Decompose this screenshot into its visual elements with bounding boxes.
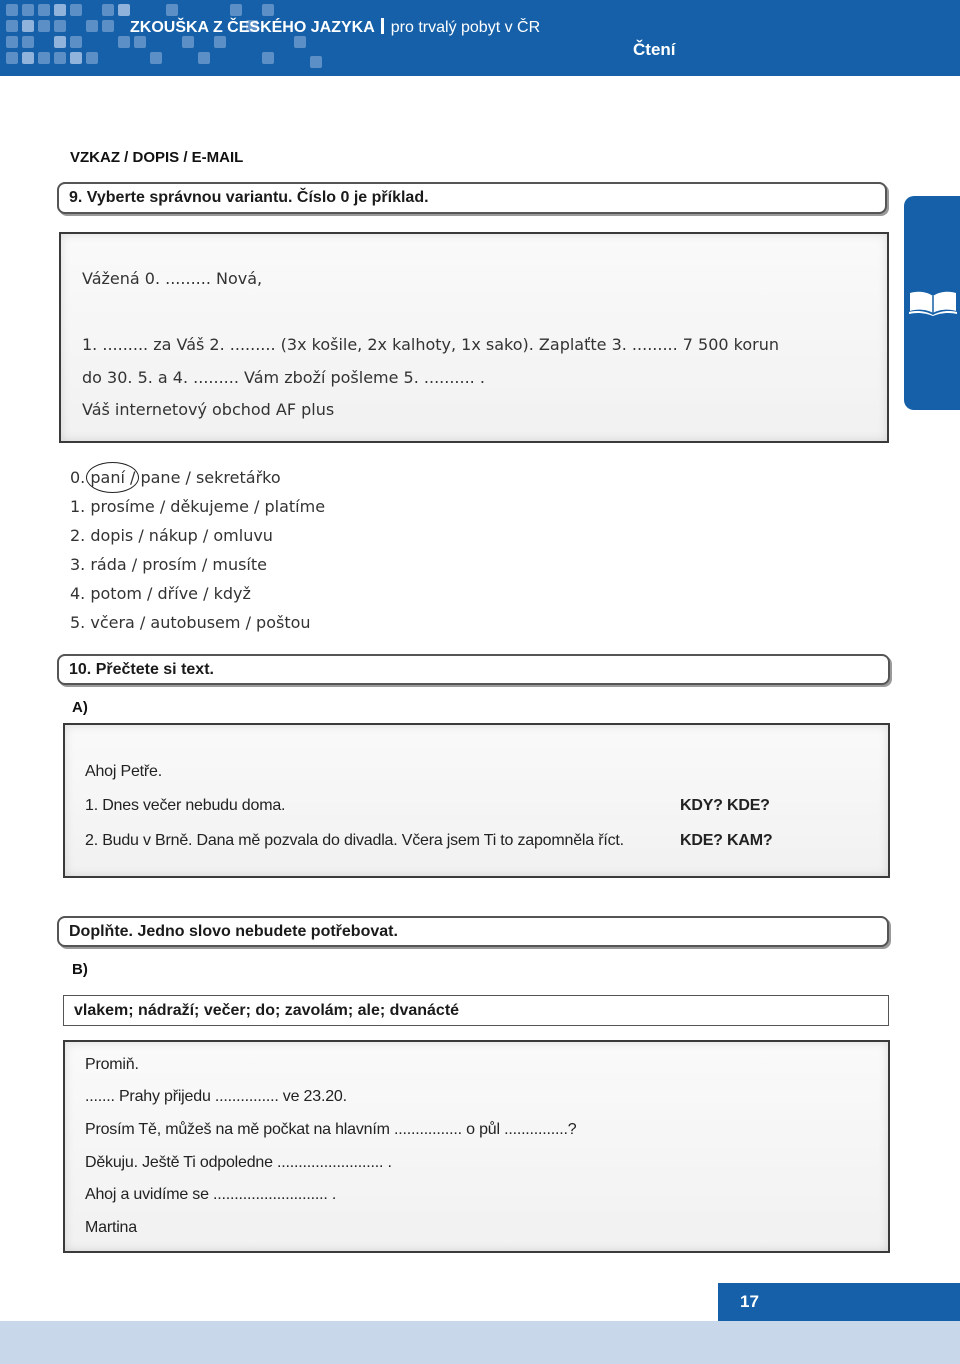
option-2: 2. dopis / nákup / omluvu	[70, 526, 273, 545]
note-b-line-3: Prosím Tě, můžeš na mě počkat na hlavním ................ o půl ...............?	[85, 1121, 577, 1138]
note-a-line-2: 2. Budu v Brně. Dana mě pozvala do divadla. Včera jsem Ti to zapomněla říct.	[85, 832, 624, 849]
page-header	[0, 0, 960, 76]
note-b-line-4: Děkuju. Ještě Ti odpoledne ......................... .	[85, 1154, 392, 1171]
note-a-question-2: KDE? KAM?	[680, 832, 773, 849]
letter-signature: Váš internetový obchod AF plus	[82, 400, 335, 419]
title-separator	[381, 18, 384, 34]
note-b-card	[63, 1040, 890, 1253]
fill-instruction: Doplňte. Jedno slovo nebudete potřebovat.	[57, 916, 889, 947]
option-5: 5. včera / autobusem / poštou	[70, 613, 311, 632]
note-a-question-1: KDY? KDE?	[680, 797, 770, 814]
section-name: Čtení	[633, 40, 676, 59]
task10-instruction: 10. Přečtete si text.	[57, 654, 890, 685]
note-a-line-1: 1. Dnes večer nebudu doma.	[85, 797, 286, 814]
letter-line-1: Vážená 0. ......... Nová,	[82, 269, 263, 288]
example-answer-circle	[86, 462, 139, 493]
footer-bar	[0, 1321, 960, 1364]
note-b-signature: Martina	[85, 1219, 137, 1236]
option-1: 1. prosíme / děkujeme / platíme	[70, 497, 326, 516]
note-b-line-2: ....... Prahy přijedu ............... ve 23.20.	[85, 1088, 347, 1105]
reading-section-tab	[904, 196, 960, 410]
open-book-icon	[908, 290, 958, 316]
exam-title-main: ZKOUŠKA Z ČESKÉHO JAZYKA	[130, 19, 375, 36]
note-b-line-1: Promiň.	[85, 1056, 139, 1073]
option-3: 3. ráda / prosím / musíte	[70, 555, 267, 574]
page-number: 17	[718, 1283, 960, 1321]
pixel-pattern-decoration	[0, 0, 340, 76]
exam-subtitle: pro trvalý pobyt v ČR	[390, 19, 541, 36]
option-4: 4. potom / dříve / když	[70, 584, 251, 603]
part-a-label: A)	[72, 699, 88, 716]
letter-line-2: 1. ......... za Váš 2. ......... (3x košile, 2x kalhoty, 1x sako). Zaplaťte 3. ......... 7 500 korun	[82, 335, 780, 354]
exam-title	[130, 18, 540, 37]
letter-line-3: do 30. 5. a 4. ......... Vám zboží pošleme 5. .......... .	[82, 368, 485, 387]
option-0: 0. paní / pane / sekretářko	[70, 468, 281, 487]
note-b-line-5: Ahoj a uvidíme se ........................... .	[85, 1186, 337, 1203]
task9-instruction: 9. Vyberte správnou variantu. Číslo 0 je příklad.	[57, 182, 887, 214]
section-title: VZKAZ / DOPIS / E-MAIL	[70, 149, 244, 166]
word-bank: vlakem; nádraží; večer; do; zavolám; ale; dvanácté	[63, 995, 889, 1026]
note-a-greeting: Ahoj Petře.	[85, 763, 162, 780]
part-b-label: B)	[72, 961, 88, 978]
